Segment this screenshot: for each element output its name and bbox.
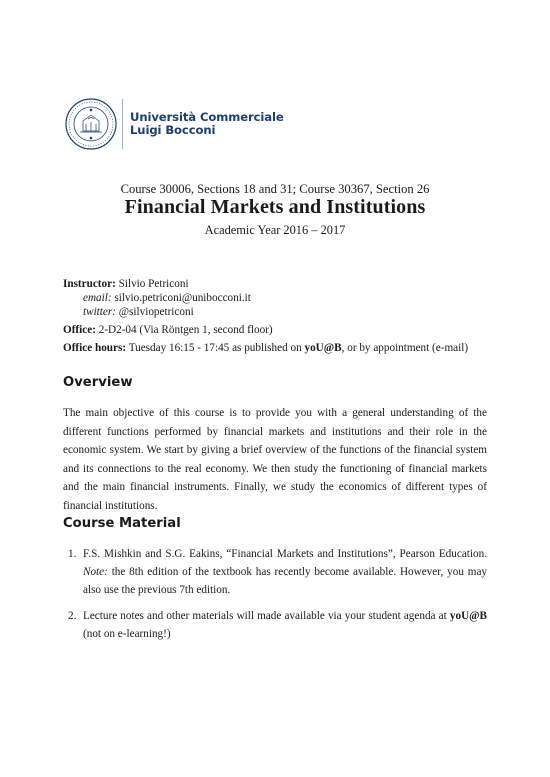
office-room: 2-D2-04 (98, 324, 137, 336)
page-title: Financial Markets and Institutions (124, 196, 426, 218)
instructor-info (63, 277, 493, 355)
office-row (63, 323, 493, 337)
logo-divider (122, 99, 123, 149)
office-hours-time: Tuesday 16:15 - 17:45 as published on (128, 342, 302, 354)
list-item (63, 545, 487, 599)
email-label: email: (83, 292, 112, 304)
logo-wordmark (130, 111, 284, 137)
list-item-number: 1. (68, 548, 77, 560)
textbook-citation: F.S. Mishkin and S.G. Eakins, “Financial Markets and Institutions”, Pearson Education. (83, 548, 487, 560)
bocconi-logo (64, 97, 324, 151)
logo-line-1: Università Commerciale (130, 110, 284, 124)
lecture-notes-text: Lecture notes and other materials will made available via your student agenda at (83, 610, 447, 622)
course-material-heading: Course Material (63, 516, 181, 531)
twitter-handle[interactable]: @silviopetriconi (118, 306, 194, 318)
instructor-name: Silvio Petriconi (118, 278, 189, 290)
office-hours-suffix: , or by appointment (e-mail) (341, 342, 469, 354)
youab-agenda-link[interactable]: yoU@B (449, 610, 488, 622)
textbook-note: the 8th edition of the textbook has recently become available. However, you may also use the previous 7th edition. (83, 566, 488, 596)
university-seal-icon (64, 97, 118, 151)
instructor-row (63, 277, 493, 291)
note-label: Note: (83, 566, 108, 578)
office-hours-row (63, 341, 493, 355)
twitter-row (63, 305, 493, 319)
office-location: (Via Röntgen 1, second floor) (139, 324, 273, 336)
list-item-number: 2. (68, 610, 77, 622)
overview-paragraph: The main objective of this course is to provide you with a general understanding of the different functions performed by financial markets and institutions and their role in the economic system. We start by giving a brief overview of the functions of the financial system and its connections to the real economy. We then study the functioning of financial markets and the main financial instruments. Finally, we study the economics of different types of financial institutions. (63, 407, 487, 512)
twitter-label: twitter: (83, 306, 116, 318)
youab-link[interactable]: yoU@B (304, 342, 342, 354)
office-label: Office: (63, 324, 96, 336)
overview-heading: Overview (63, 375, 133, 390)
course-material-list (63, 545, 487, 651)
instructor-label: Instructor: (63, 278, 116, 290)
office-hours-label: Office hours: (63, 342, 127, 354)
list-item (63, 607, 487, 643)
course-codes: Course 30006, Sections 18 and 31; Course 30367, Section 26 (120, 182, 430, 196)
logo-line-2: Luigi Bocconi (130, 123, 216, 137)
email-link[interactable]: silvio.petriconi@unibocconi.it (114, 292, 251, 304)
academic-year: Academic Year 2016 – 2017 (204, 223, 346, 237)
lecture-notes-suffix: (not on e-learning!) (83, 628, 171, 640)
email-row (63, 291, 493, 305)
